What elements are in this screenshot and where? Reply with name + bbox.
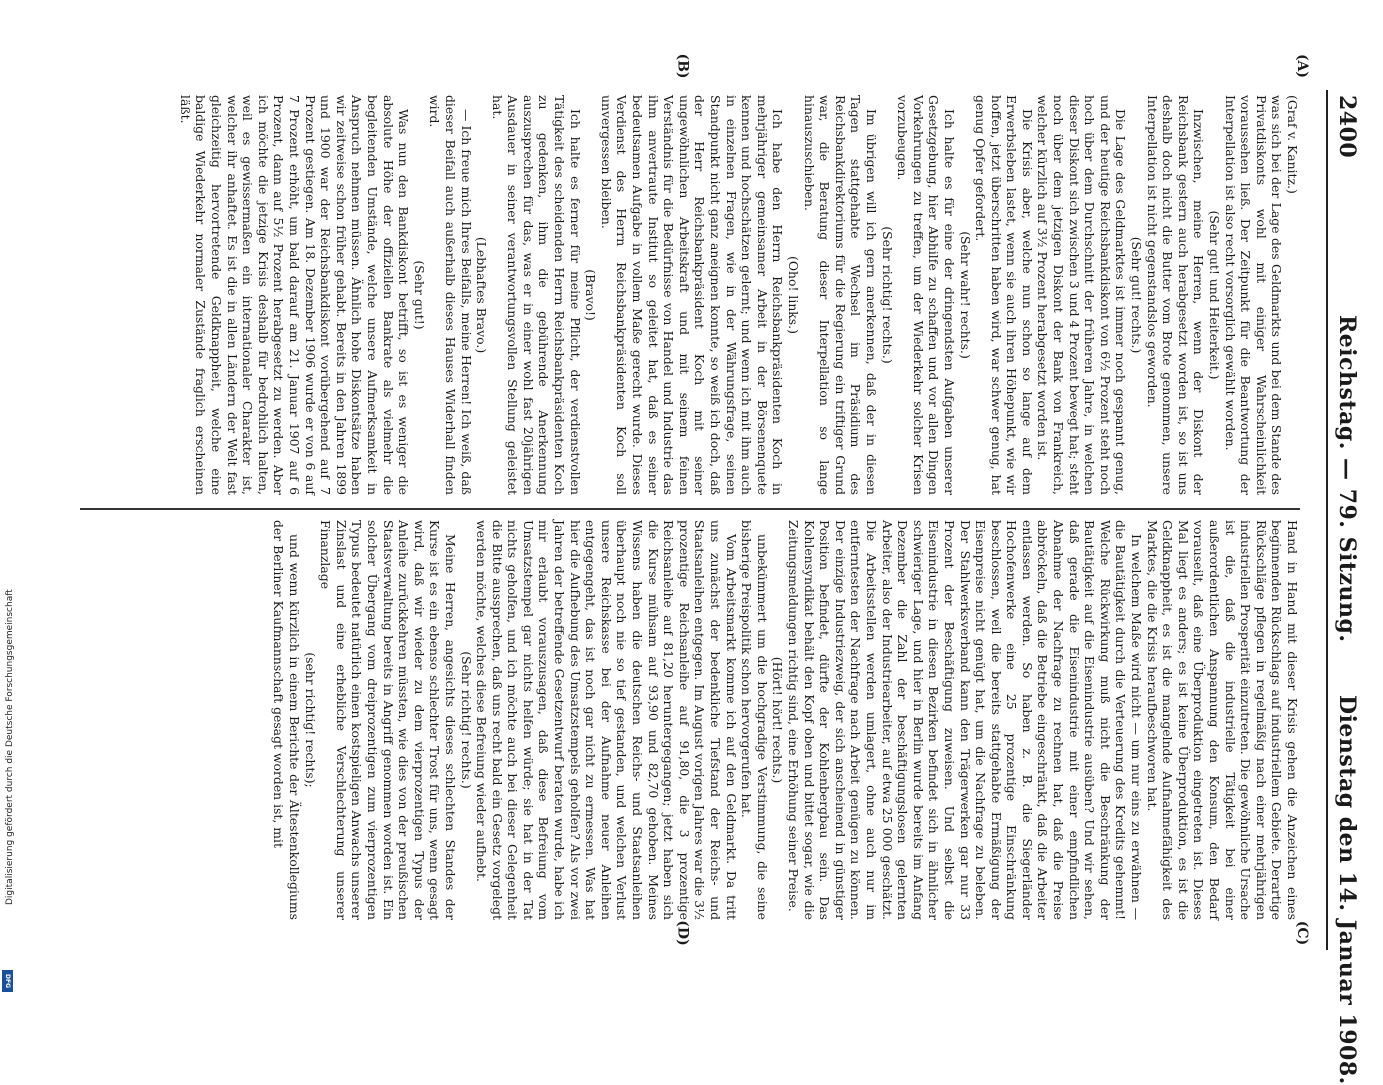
paragraph: Ich halte es ferner für meine Pflicht, der verdienstvollen Tätigkeit des scheidenden Herrn Reichsbankpräsidenten Koch zu gedenken, ihm die gebührende Anerkennung auszusprechen für das, was er in einer wohl fast 20jährigen Ausdauer in seiner verantwortungsvollen Stellung geleistet hat.: [489, 95, 583, 495]
column-divider: [80, 508, 1300, 510]
paragraph: Hand in Hand mit dieser Krisis gehen die Anzeichen eines beginnenden Rückschlags auf industriellem Gebiete. Derartige Rückschläge pflegen in regelmäßig nach einer mehrjährigen industriellen Prosperität einzutreten. Die gewöhnliche Ursache ist die, daß die industrielle Tätigkeit bei einer außerordentlichen Anspannung den Konsum, den Bedarf vorauseilt, daß eine Überproduktion eingetreten ist. Dieses Mal liegt es anders; es ist keine Überproduktion, es ist die Geldknappheit, es ist die mangelnde Aufnahmefähigkeit des Marktes, die die Krisis heraufbeschworen hat.: [1144, 520, 1300, 920]
paragraph: Im übrigen will ich gern anerkennen, daß der in diesen Tagen stattgehabte Wechsel im Präsidium des Reichsbankdirektoriums für die Regierung ein triftiger Grund war, die Beratung dieser Interpellation so lange hinauszuschieben.: [801, 95, 879, 495]
paragraph: In welchem Maße wird nicht — um nur eins zu erwähnen — die Bautätigkeit durch die Verteuerung des Kredits gehemmt! Welche Rückwirkung muß nicht die Beschränkung der Bautätigkeit auf die Eisenindustrie ausüben? Und wir sehen, daß gerade die Eisenindustrie mit einer empfindlichen Abnahme der Nachfrage zu rechnen hat, daß die Preise abbröckeln, daß die Betriebe eingeschränkt, daß die Arbeiter entlassen werden. So haben z. B. die Siegerländer Hochofenwerke eine 25 prozentige Einschränkung beschlossen, weil die bereits stattgehabte Ermäßigung der Eisenpreise nicht genügt hat, um die Nachfrage zu beleben. Der Stahlwerksverband kann den Trägerwerken gar nur 33 Prozent der Beschäftigung zuweisen. Und selbst die Eisenindustrie in diesen Bezirken befindet sich in ähnlicher schwieriger Lage, und hier in Berlin wurde bereits im Anfang Dezember die Zahl der beschäftigungslosen gelernten Arbeiter, also der Industriearbeiter, auf etwa 25 000 geschätzt. Die Arbeitsstellen werden umlagert, ohne auch nur im entferntesten der Nachfrage nach Arbeit genügen zu können. Der einzige Industriezweig, der sich anscheinend in günstiger Position befindet, dürfte der Kohlenbergbau sein. Das Kohlensyndikat behält den Kopf oben und bittet sogar, wie die Zeitungsmeldungen richtig sind, eine Erhöhung seiner Preise.: [786, 520, 1145, 920]
paragraph: Ich halte es für eine der dringendsten Aufgaben unserer Gesetzgebung, hier Abhilfe zu schaffen und vor allen Dingen Vorkehrungen zu treffen, um der Wiederkehr solcher Krisen vorzubeugen.: [895, 95, 957, 495]
paragraph: (Sehr richtig! rechts.): [879, 226, 895, 364]
digitization-credit: Digitalisierung gefördert durch die Deutsche Forschungsgemeinschaft: [5, 589, 15, 905]
session-date: Dienstag den 14. Januar 1908.: [1334, 695, 1360, 1085]
margin-mark-b: (B): [674, 53, 691, 79]
paragraph: (Graf v. Kanitz.): [1285, 95, 1300, 194]
paragraph: Inzwischen, meine Herren, wenn der Diskont der Reichsbank gestern auch herabgesetzt worden ist, so ist uns deshalb doch nicht die Butter vom Brote genommen, unsere Interpellation ist nicht gegenstandslos geworden.: [1144, 95, 1207, 495]
session-title: Reichstag. — 79. Sitzung.: [1334, 315, 1360, 643]
paragraph: — Ich freue mich Ihres Beifalls, meine Herren! Ich weiß, daß dieser Beifall auch außerhalb dieses Hauses Widerhall finden wird.: [427, 95, 474, 495]
paragraph: (Oho! links.): [786, 256, 801, 334]
paragraph: Ich habe den Herrn Reichsbankpräsidenten Koch in mehrjähriger gemeinsamer Arbeit in der Börsenenquete kennen und hochschätzen gelernt; und wenn ich mit ihm auch in einzelnen Fragen, wie in der Währungsfrage, seinen Standpunkt nicht ganz aneignen konnte, so weiß ich doch, daß der Herr Reichsbankpräsident Koch mit seiner ungewöhnlichen Arbeitskraft und mit seinem feinen Verständnis für die Bedürfnisse von Handel und Industrie das ihm anvertraute Institut so geleitet hat, daß es seiner bedeutsamen Aufgabe in vollem Maße gerecht wurde. Dieses Verdienst des Herrn Reichsbankpräsidenten Koch soll unvergessen bleiben.: [598, 95, 786, 495]
paragraph: unbekümmert um die hochgradige Verstimmung, die seine bisherige Preispolitik schon hervorgerufen hat.: [739, 520, 770, 920]
paragraph: und wenn kürzlich in einem Berichte der Ältestenkollegiums der Berliner Kaufmannschaft gesagt worden ist, mit: [271, 520, 302, 920]
paragraph: was sich bei der Lage des Geldmarkts und bei dem Stande des Privatdiskonts wohl mit einiger Wahrscheinlichkeit voraussehen ließ. Der Zeitpunkt für die Beantwortung der Interpellation ist also recht vorsorglich gewählt worden.: [1222, 95, 1285, 495]
paragraph: (Sehr gut! rechts.): [1129, 236, 1145, 354]
dfg-logo: DFG: [2, 970, 13, 992]
paragraph: (Sehr gut!): [411, 260, 427, 330]
right-column: [271, 520, 1300, 920]
paragraph: (Sehr richtig! rechts.): [458, 651, 474, 789]
paragraph: (Sehr wahr! rechts.): [957, 231, 973, 359]
paragraph: (Lebhaftes Bravo.): [474, 236, 490, 354]
margin-mark-a: (A): [1294, 53, 1311, 79]
paragraph: Vom Arbeitsmarkt komme ich auf den Geldmarkt. Da tritt uns zunächst der bedenkliche Tiefstand der Reichs- und Staatsanleihen entgegen. Im August vorigen Jahres war die 3½ prozentige Reichsanleihe auf 91,80, die 3 prozentige Reichsanleihe auf 81,20 heruntergegangen; jetzt haben sich die Kurse mühsam auf 93,90 und 82,70 gehoben. Meines Wissens haben die deutschen Reichs- und Staatsanleihen überhaupt noch nie so tief gestanden, und welchen Verlust unsere Reichskasse bei der Aufnahme neuer Anleihen entgegengeht, das ist noch gar nicht zu ermessen. Was hat hier die Aufhebung des Umsatzstempels geholfen? Als vor zwei Jahren der betreffende Gesetzentwurf beraten wurde, habe ich mir erlaubt vorauszusagen, daß diese Befreiung vom Umsatzstempel gar nichts helfen würde; sie hat in der Tat nichts geholfen, und ich möchte auch bei dieser Gelegenheit die Bitte aussprechen, daß uns recht bald ein Gesetz vorgelegt werden möchte, welches diese Befreiung wieder aufhebt.: [474, 520, 739, 920]
paragraph: (sehr richtig! rechts);: [302, 652, 318, 788]
paragraph: Was nun den Bankdiskont betrifft, so ist es weniger die absolute Höhe der offiziellen Bankrate als vielmehr die begleitenden Umstände, welche unsere Aufmerksamkeit in Anspruch nehmen müssen. Ähnlich hohe Diskontsätze haben wir zeitweise schon früher gehabt. Bereits in den Jahren 1899 und 1900 war der Reichsbankdiskont vorübergehend auf 7 Prozent gestiegen. Am 18. Dezember 1906 wurde er von 6 auf 7 Prozent erhöht, um bald darauf am 21. Januar 1907 auf 6 Prozent, dann auf 5½ Prozent herabgesetzt zu werden. Aber ich möchte die jetzige Krisis deshalb für bedrohlich halten, weil es gewissermaßen ein internationaler Charakter ist, welcher ihr anhaftet. Es ist die in allen Ländern der Welt fast gleichzeitig hervortretende Geldknappheit, welche eine baldige Wiederkehr normaler Zustände fraglich erscheinen läßt.: [177, 95, 412, 495]
paragraph: (Bravo!): [583, 269, 599, 321]
margin-mark-c: (C): [1294, 920, 1311, 946]
margin-mark-d: (D): [674, 920, 691, 946]
page-header: [1326, 95, 1360, 1085]
paragraph: (Sehr gut! und Heiterkeit.): [1207, 210, 1223, 380]
paragraph: (Hört! hört! rechts.): [770, 656, 786, 784]
paragraph: Die Lage des Geldmarktes ist immer noch gespannt genug, und der heutige Reichsbankdiskont von 6½ Prozent steht noch hoch über dem Durchschnitt der früheren Jahre, in welchen dieser Diskont sich zwischen 3 und 4 Prozent bewegt hat; steht noch über dem jetzigen Diskont der Bank von Frankreich, welcher kürzlich auf 3½ Prozent herabgesetzt worden ist.: [1035, 95, 1129, 495]
header-rule: [1326, 90, 1328, 950]
left-column: [177, 95, 1300, 495]
paragraph: Die Krisis aber, welche nun schon so lange auf dem Erwerbsleben lastet, wenn sie auch ihren Höhepunkt, wie wir hoffen, jetzt überschritten haben wird, war schwer genug, hat genug Opfer gefordert.: [973, 95, 1035, 495]
paragraph: Meine Herren, angesichts dieses schlechten Standes der Kurse ist es ein ebenso schlechter Trost für uns, wenn gesagt wird, daß wir wieder zu dem vierprozentigen Typus der Anleihe zurückkehren müssten, wie dies von der preußischen Staatsverwaltung bereits in Angriff genommen worden ist. Ein solcher Übergang vom dreiprozentigen zum vierprozentigen Typus bedeutet natürlich einen kostspieligen Anwachs unserer Zinslast und eine erhebliche Verschlechterung unserer Finanzlage: [318, 520, 458, 920]
page-number: 2400: [1334, 95, 1360, 159]
